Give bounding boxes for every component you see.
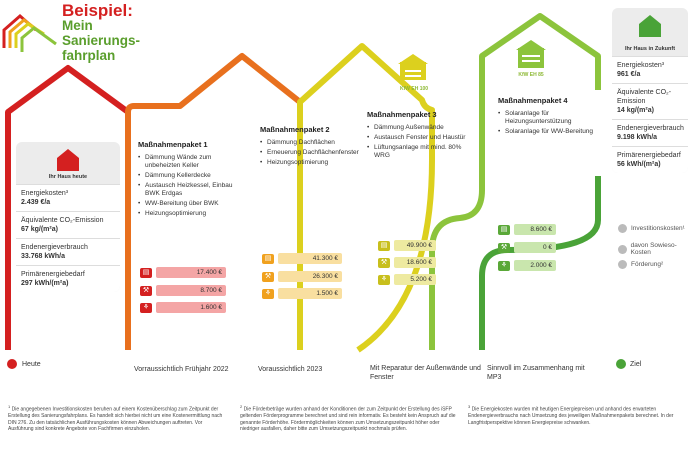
funding-value: 1.600 € [156, 302, 226, 313]
row-value: 297 kWh/(m²a) [21, 280, 69, 287]
package-item: • Austausch Heizkessel, Einbau BWK Erdgas [138, 182, 238, 198]
row-value: 56 kWh/(m²a) [617, 161, 661, 168]
footnote-number: 3 [468, 404, 471, 409]
legend-label: Investitionskosten¹ [631, 225, 685, 232]
invest-value: 41.300 € [278, 253, 342, 264]
package-item: • Dämmung Kellerdecke [138, 172, 238, 180]
funding-icon: ⚘ [262, 289, 274, 299]
row-value: 9.198 kWh/a [617, 134, 658, 141]
funding-value: 5.200 € [394, 274, 436, 285]
timeline-label-3: Mit Reparatur der Außenwände und Fenster [370, 365, 481, 381]
timeline-label-1: Vorraussichtlich Frühjahr 2022 [134, 366, 229, 373]
row-value: 33.768 kWh/a [21, 253, 65, 260]
legend-label: Förderung² [631, 261, 664, 268]
end-marker-icon [616, 359, 626, 369]
funding-icon: ⚘ [140, 303, 152, 313]
title-line: Beispiel: [62, 1, 133, 20]
package-item: • Dämmung Dachflächen [260, 139, 360, 147]
funding-value: 2.000 € [514, 260, 556, 271]
footnote-3 [468, 404, 688, 426]
footnote-number: 2 [240, 404, 243, 409]
row-label: Äquivalente CO₂-Emission [617, 89, 672, 105]
sowieso-icon: ⚒ [262, 272, 274, 282]
card-row [612, 83, 688, 119]
package-title: Maßnahmenpaket 1 [138, 140, 208, 149]
funding-legend-icon [618, 260, 627, 269]
package-2 [260, 125, 360, 169]
card-header [612, 8, 688, 56]
package-item: • Dämmung Außenwände [367, 124, 467, 132]
invest-icon: ▤ [378, 241, 390, 251]
start-marker-icon [7, 359, 17, 369]
invest-value: 49.900 € [394, 240, 436, 251]
title-line: Sanierungs- [62, 33, 141, 48]
card-row [16, 265, 120, 292]
kfw-house-icon-1 [398, 54, 428, 80]
card-row [612, 119, 688, 146]
package-title: Maßnahmenpaket 4 [498, 96, 568, 105]
footnote-2 [240, 404, 460, 433]
package-item: • Heizungsoptimierung [260, 159, 360, 167]
legend-invest [618, 224, 685, 233]
house-green-icon [637, 14, 663, 38]
timeline-end: Ziel [630, 361, 642, 368]
invest-icon: ▤ [498, 225, 510, 235]
invest-value: 17.400 € [156, 267, 226, 278]
card-header [16, 142, 120, 184]
package-item: • Solaranlage für Heizungsunterstützung [498, 110, 598, 126]
invest-value: 8.600 € [514, 224, 556, 235]
logo-house-icon [4, 16, 56, 52]
package-items [138, 154, 238, 218]
card-row [612, 56, 688, 83]
package-item: • Heizungsoptimierung [138, 210, 238, 218]
title-line: Mein [62, 18, 93, 33]
sowieso-icon: ⚒ [140, 286, 152, 296]
sowieso-legend-icon [618, 245, 627, 254]
funding-value: 1.500 € [278, 288, 342, 299]
page-title [62, 3, 140, 63]
row-label: Primärenergiebedarf [617, 152, 681, 159]
house-today-card [16, 142, 120, 292]
row-label: Energiekosten³ [21, 190, 69, 197]
package-item: • Austausch Fenster und Haustür [367, 134, 467, 142]
package-title: Maßnahmenpaket 2 [260, 125, 330, 134]
card-row [16, 211, 120, 238]
package-item: • Lüftungsanlage mit mind. 80% WRG [367, 144, 467, 160]
footnote-text: Die Energiekosten wurden mit heutigen Energiepreisen und anhand des erwarteten Endenergieverbrauchs nach Umsetzung des jeweiligen Maßnahmenpakets berechnet. In der Langfristperspektive können Energiepreise schwanken. [468, 406, 674, 426]
kfw-label: KfW EH 85 [518, 72, 544, 78]
row-value: 67 kg/(m²a) [21, 226, 58, 233]
sowieso-icon: ⚒ [378, 258, 390, 268]
package-3 [367, 110, 467, 162]
card-row [16, 184, 120, 211]
timeline-label-2: Voraussichtlich 2023 [258, 366, 323, 373]
package-items [498, 110, 598, 136]
card-caption: Ihr Haus in Zukunft [624, 46, 676, 52]
row-value: 2.439 €/a [21, 199, 51, 206]
invest-icon: ▤ [140, 268, 152, 278]
package-items [367, 124, 467, 160]
kfw-label: KfW EH 100 [399, 86, 429, 92]
sowieso-value: 0 € [514, 242, 556, 253]
legend-sowieso [618, 242, 694, 256]
package-title: Maßnahmenpaket 3 [367, 110, 437, 119]
package-items [260, 139, 360, 167]
house-future-card [612, 8, 688, 173]
card-row [16, 238, 120, 265]
timeline-start: Heute [22, 361, 41, 368]
row-label: Äquivalente CO₂-Emission [21, 217, 104, 224]
footnote-text: Die angegebenen Investitionskosten beruhen auf einem Kostenüberschlag zum Zeitpunkt der Erstellung des Sanierungsfahrplans. Es handelt sich hierbei nicht um eine Kostenermittlung nach DIN 276. Zu den tatsächlichen Ausführungskosten können Abweichungen auftreten. Vor Ausführung sind konkrete Angebote von Fachfirmen einzuholen. [8, 406, 223, 433]
house-red-icon [55, 148, 81, 172]
row-value: 14 kg/(m²a) [617, 107, 654, 114]
row-label: Energiekosten³ [617, 62, 665, 69]
footnote-text: Die Förderbeträge wurden anhand der Konditionen der zum Zeitpunkt der Erstellung des iSFP geltenden Förderprogramme berechnet und sind rein informativ. Es besteht kein Anspruch auf die genannte Förderhöhe. Fördermöglichkeiten können zum Umsetzungszeitpunkt höher oder niedriger ausfallen, daher bitte zum Umsetzungszeitpunkt nochmals prüfen. [240, 406, 456, 433]
funding-icon: ⚘ [378, 275, 390, 285]
package-item: • WW-Bereitung über BWK [138, 200, 238, 208]
timeline-label-4: Sinnvoll im Zusammenhang mit MP3 [487, 365, 585, 381]
sowieso-value: 26.300 € [278, 271, 342, 282]
package-item: • Solaranlage für WW-Bereitung [498, 128, 598, 136]
invest-icon: ▤ [262, 254, 274, 264]
legend-label: davon Sowieso-Kosten [630, 242, 677, 256]
sowieso-value: 18.600 € [394, 257, 436, 268]
package-1 [138, 140, 238, 220]
package-item: • Dämmung Wände zum unbeheizten Keller [138, 154, 238, 170]
package-item: • Erneuerung Dachflächenfenster [260, 149, 360, 157]
card-caption: Ihr Haus heute [48, 174, 88, 180]
footnote-1 [8, 404, 228, 433]
title-line: fahrplan [62, 48, 116, 63]
card-row [612, 146, 688, 173]
row-label: Endenergieverbrauch [21, 244, 88, 251]
row-label: Endenergieverbrauch [617, 125, 684, 132]
funding-icon: ⚘ [498, 261, 510, 271]
row-value: 961 €/a [617, 71, 641, 78]
row-label: Primärenergiebedarf [21, 271, 85, 278]
package-4 [498, 96, 598, 138]
sowieso-icon: ⚒ [498, 243, 510, 253]
sowieso-value: 8.700 € [156, 285, 226, 296]
legend-funding [618, 260, 663, 269]
footnote-number: 1 [8, 404, 11, 409]
invest-legend-icon [618, 224, 627, 233]
kfw-house-icon-2 [516, 40, 546, 68]
